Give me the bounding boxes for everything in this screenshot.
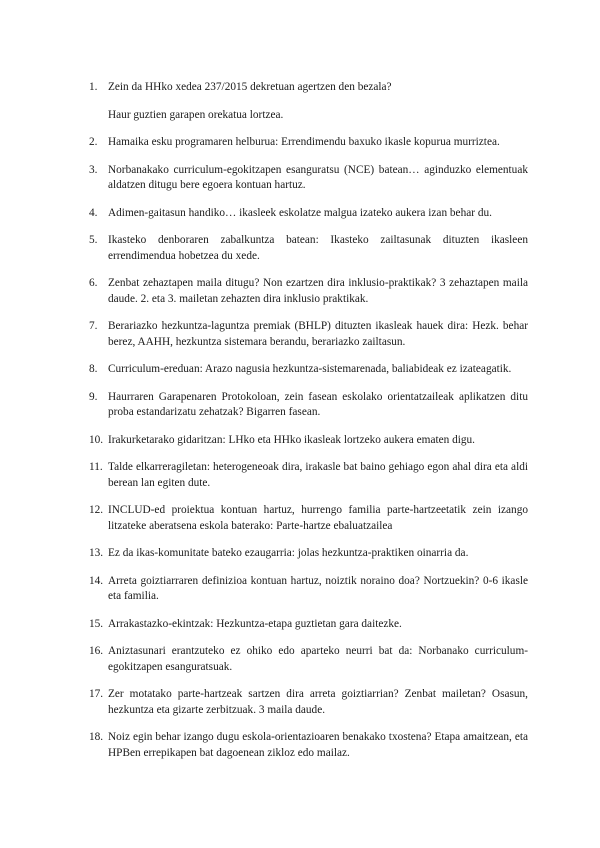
item-text: INCLUD-ed proiektua kontuan hartuz, hurrengo familia parte-hartzeetatik zein izango litzateke aberatsena eskola baterako: Parte-hartze ebaluatzailea xyxy=(108,504,528,532)
item-text: Arreta goiztiarraren definizioa kontuan hartuz, noiztik noraino doa? Nortzuekin? 0-6 ikasle eta familia. xyxy=(108,574,528,602)
item-text: Ez da ikas-komunitate bateko ezaugarria: jolas hezkuntza-praktiken oinarria da. xyxy=(108,547,469,559)
item-text: Norbanakako curriculum-egokitzapen esanguratsu (NCE) batean… aginduzko elementuak aldatzen ditugu bere egoera kontuan hartuz. xyxy=(108,163,528,191)
item-number: 14. xyxy=(89,574,104,587)
item-number: 8. xyxy=(89,363,98,375)
list-item xyxy=(89,503,528,534)
item-number: 13. xyxy=(89,547,104,559)
item-number: 18. xyxy=(89,731,104,743)
list-item xyxy=(89,276,528,307)
question-list xyxy=(89,80,528,773)
item-answer: Haur guztien garapen orekatua lortzea. xyxy=(108,108,284,121)
item-text: Aniztasunari erantzuteko ez ohiko edo aparteko neurri bat da: Norbanako curriculum-egokitzapen esanguratsuak. xyxy=(108,645,528,673)
list-item xyxy=(89,460,528,491)
item-number: 5. xyxy=(89,234,98,246)
list-item xyxy=(89,206,528,222)
item-number: 10. xyxy=(89,433,104,446)
list-item xyxy=(89,135,528,151)
item-number: 6. xyxy=(89,277,98,289)
item-text: Curriculum-ereduan: Arazo nagusia hezkuntza-sistemarenada, baliabideak ez izateagatik. xyxy=(108,363,512,375)
list-item xyxy=(89,617,528,633)
item-text: Noiz egin behar izango dugu eskola-orientazioaren benakako txostena? Etapa amaitzean, eta HPBen errepikapen bat dagoenean zikloz edo mailaz. xyxy=(108,731,528,759)
item-text: Hamaika esku programaren helburua: Errendimendu baxuko ikasle kopurua murriztea. xyxy=(108,136,500,148)
item-number: 15. xyxy=(89,617,104,630)
item-text: Haurraren Garapenaren Protokoloan, zein fasean eskolako orientatzaileak aplikatzen ditu proba estandarizatu zehatzak? Bigarren fasean. xyxy=(108,390,528,418)
item-number: 7. xyxy=(89,320,98,332)
list-item xyxy=(89,433,528,449)
list-item xyxy=(89,319,528,350)
list-item xyxy=(89,644,528,675)
item-text: Berariazko hezkuntza-laguntza premiak (BHLP) dituzten ikasleak hauek dira: Hezk. behar berez, AAHH, hezkuntza sistemara berandu, berariazko zailtasun. xyxy=(108,320,528,348)
list-item xyxy=(89,687,528,718)
item-text: Talde elkarreragiletan: heterogeneoak dira, irakasle bat baino gehiago egon ahal dira eta aldi berean lan egiten dute. xyxy=(108,461,528,489)
item-number: 17. xyxy=(89,688,104,700)
list-item xyxy=(89,730,528,761)
item-number: 4. xyxy=(89,206,98,219)
item-text: Zer motatako parte-hartzeak sartzen dira arreta goiztiarrian? Zenbat mailetan? Osasun, hezkuntza eta gizarte zerbitzuak. 3 maila daude. xyxy=(108,688,528,716)
item-number: 3. xyxy=(89,163,98,176)
list-item xyxy=(89,163,528,194)
item-text: Ikasteko denboraren zabalkuntza batean: Ikasteko zailtasunak dituzten ikasleen errendimendua hobetzea du xede. xyxy=(108,234,528,262)
item-text: Adimen-gaitasun handiko… ikasleek eskolatze malgua izateko aukera izan behar du. xyxy=(108,206,492,219)
list-item xyxy=(89,80,528,123)
item-number: 12. xyxy=(89,504,104,516)
list-item xyxy=(89,574,528,605)
item-number: 2. xyxy=(89,136,98,148)
list-item xyxy=(89,546,528,562)
item-number: 1. xyxy=(89,81,98,93)
list-item xyxy=(89,362,528,378)
list-item xyxy=(89,233,528,264)
item-text: Arrakastazko-ekintzak: Hezkuntza-etapa guztietan gara daitezke. xyxy=(108,617,402,630)
item-text: Irakurketarako gidaritzan: LHko eta HHko ikasleak lortzeko aukera ematen digu. xyxy=(108,433,475,446)
item-number: 11. xyxy=(89,461,103,473)
item-number: 9. xyxy=(89,390,98,403)
item-number: 16. xyxy=(89,645,104,657)
item-text: Zenbat zehaztapen maila ditugu? Non ezartzen dira inklusio-praktikak? 3 zehaztapen maila daude. 2. eta 3. mailetan zehazten dira inklusio praktikak. xyxy=(108,277,528,305)
list-item xyxy=(89,390,528,421)
item-text: Zein da HHko xedea 237/2015 dekretuan agertzen den bezala? xyxy=(108,81,392,93)
